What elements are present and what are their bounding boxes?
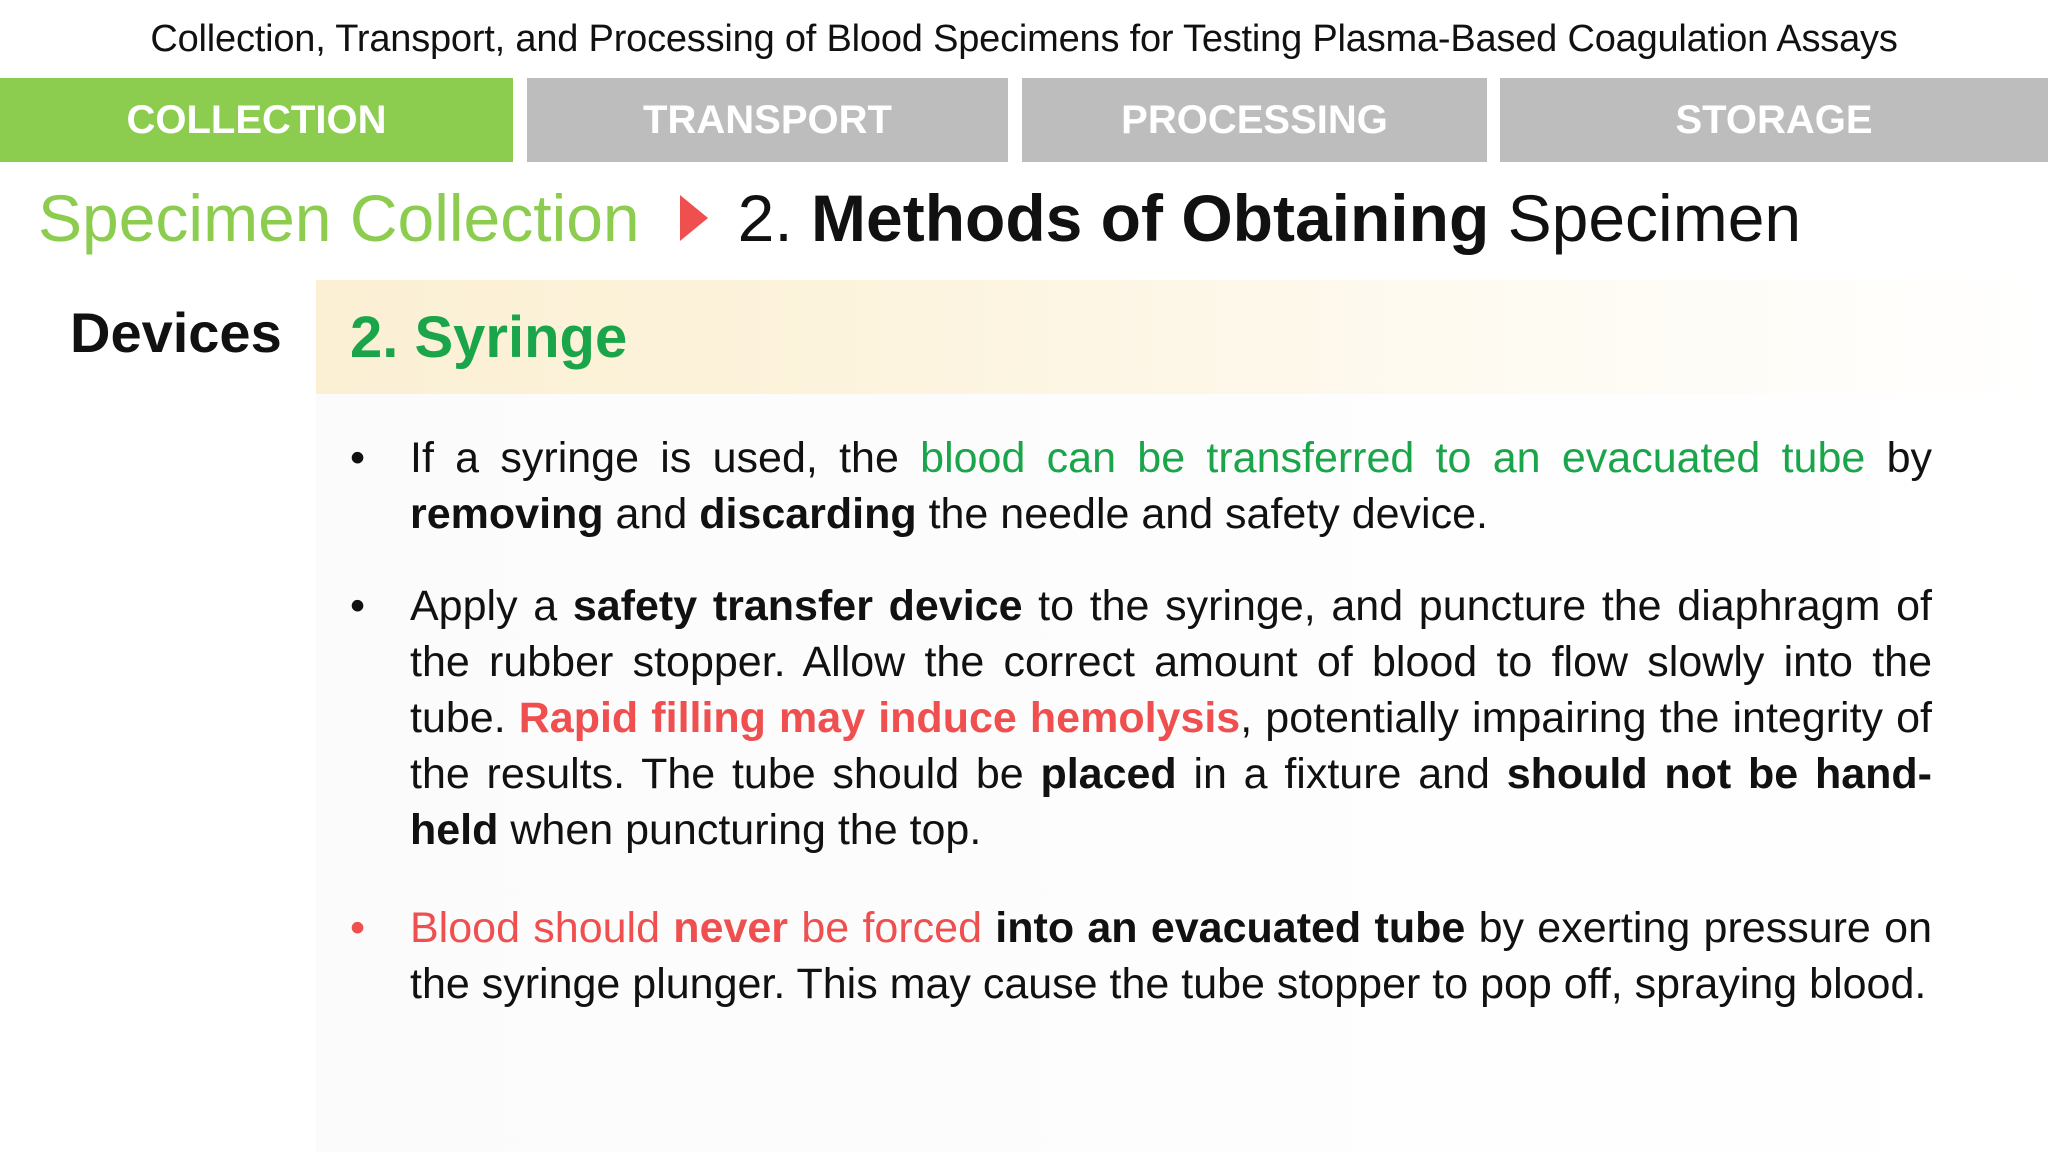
tab-transport[interactable]: TRANSPORT bbox=[527, 78, 1008, 162]
section-header bbox=[316, 280, 2048, 394]
emphasis-bold: safety transfer device bbox=[572, 582, 1023, 630]
text-run: to the syringe, and puncture the diaphragm of the rubber stopper. Allow the correct amount of blood to flow slowly into the tube. bbox=[410, 582, 1932, 742]
highlight-red: Rapid filling may induce hemolysis bbox=[518, 694, 1241, 742]
tab-collection[interactable]: COLLECTION bbox=[0, 78, 513, 162]
bullet-icon: • bbox=[350, 434, 366, 482]
emphasis-bold: placed bbox=[1040, 750, 1177, 798]
page-title: Collection, Transport, and Processing of Blood Specimens for Testing Plasma-Based Coagulation Assays bbox=[150, 17, 1898, 60]
breadcrumb-section: Specimen Collection bbox=[38, 180, 640, 255]
tab-processing[interactable]: PROCESSING bbox=[1022, 78, 1487, 162]
bullet-icon: • bbox=[350, 582, 366, 630]
tab-bar bbox=[0, 78, 2048, 162]
bullet-icon: • bbox=[350, 904, 366, 952]
emphasis-bold: removing bbox=[410, 490, 604, 538]
side-label-devices: Devices bbox=[70, 301, 282, 364]
topic-bold: Methods of Obtaining bbox=[811, 180, 1490, 255]
highlight-red: Blood should bbox=[410, 904, 674, 952]
breadcrumb-topic bbox=[738, 180, 1801, 256]
text-run: Apply a bbox=[410, 582, 573, 630]
text-run: when puncturing the top. bbox=[498, 806, 982, 854]
list-item bbox=[350, 900, 1932, 1012]
text-run: in a fixture and bbox=[1176, 750, 1507, 798]
list-item bbox=[350, 430, 1932, 542]
arrow-right-icon bbox=[680, 195, 708, 241]
bullet-list bbox=[350, 430, 1932, 1012]
section-title: 2. Syringe bbox=[350, 304, 628, 370]
highlight-green: blood can be transferred to an evacuated tube bbox=[920, 434, 1866, 482]
text-run: the needle and safety device. bbox=[916, 490, 1488, 538]
topic-number: 2. bbox=[737, 180, 793, 255]
text-run: by exerting pressure on the syringe plunger. This may cause the tube stopper to pop off, spraying blood. bbox=[410, 904, 1932, 1008]
text-run: by bbox=[1865, 434, 1932, 482]
breadcrumb bbox=[38, 170, 1801, 265]
emphasis-bold: into an evacuated tube bbox=[995, 904, 1466, 952]
highlight-red: be forced bbox=[788, 904, 996, 952]
emphasis-bold: should not be hand-held bbox=[410, 750, 1932, 854]
emphasis-bold: discarding bbox=[699, 490, 917, 538]
topic-rest: Specimen bbox=[1507, 180, 1802, 255]
highlight-red: never bbox=[673, 904, 789, 952]
tab-storage[interactable]: STORAGE bbox=[1500, 78, 2048, 162]
text-run: , potentially impairing the integrity of the results. The tube should be bbox=[410, 694, 1933, 798]
text-run: If a syringe is used, the bbox=[410, 434, 921, 482]
list-item bbox=[350, 578, 1932, 858]
text-run: and bbox=[603, 490, 700, 538]
